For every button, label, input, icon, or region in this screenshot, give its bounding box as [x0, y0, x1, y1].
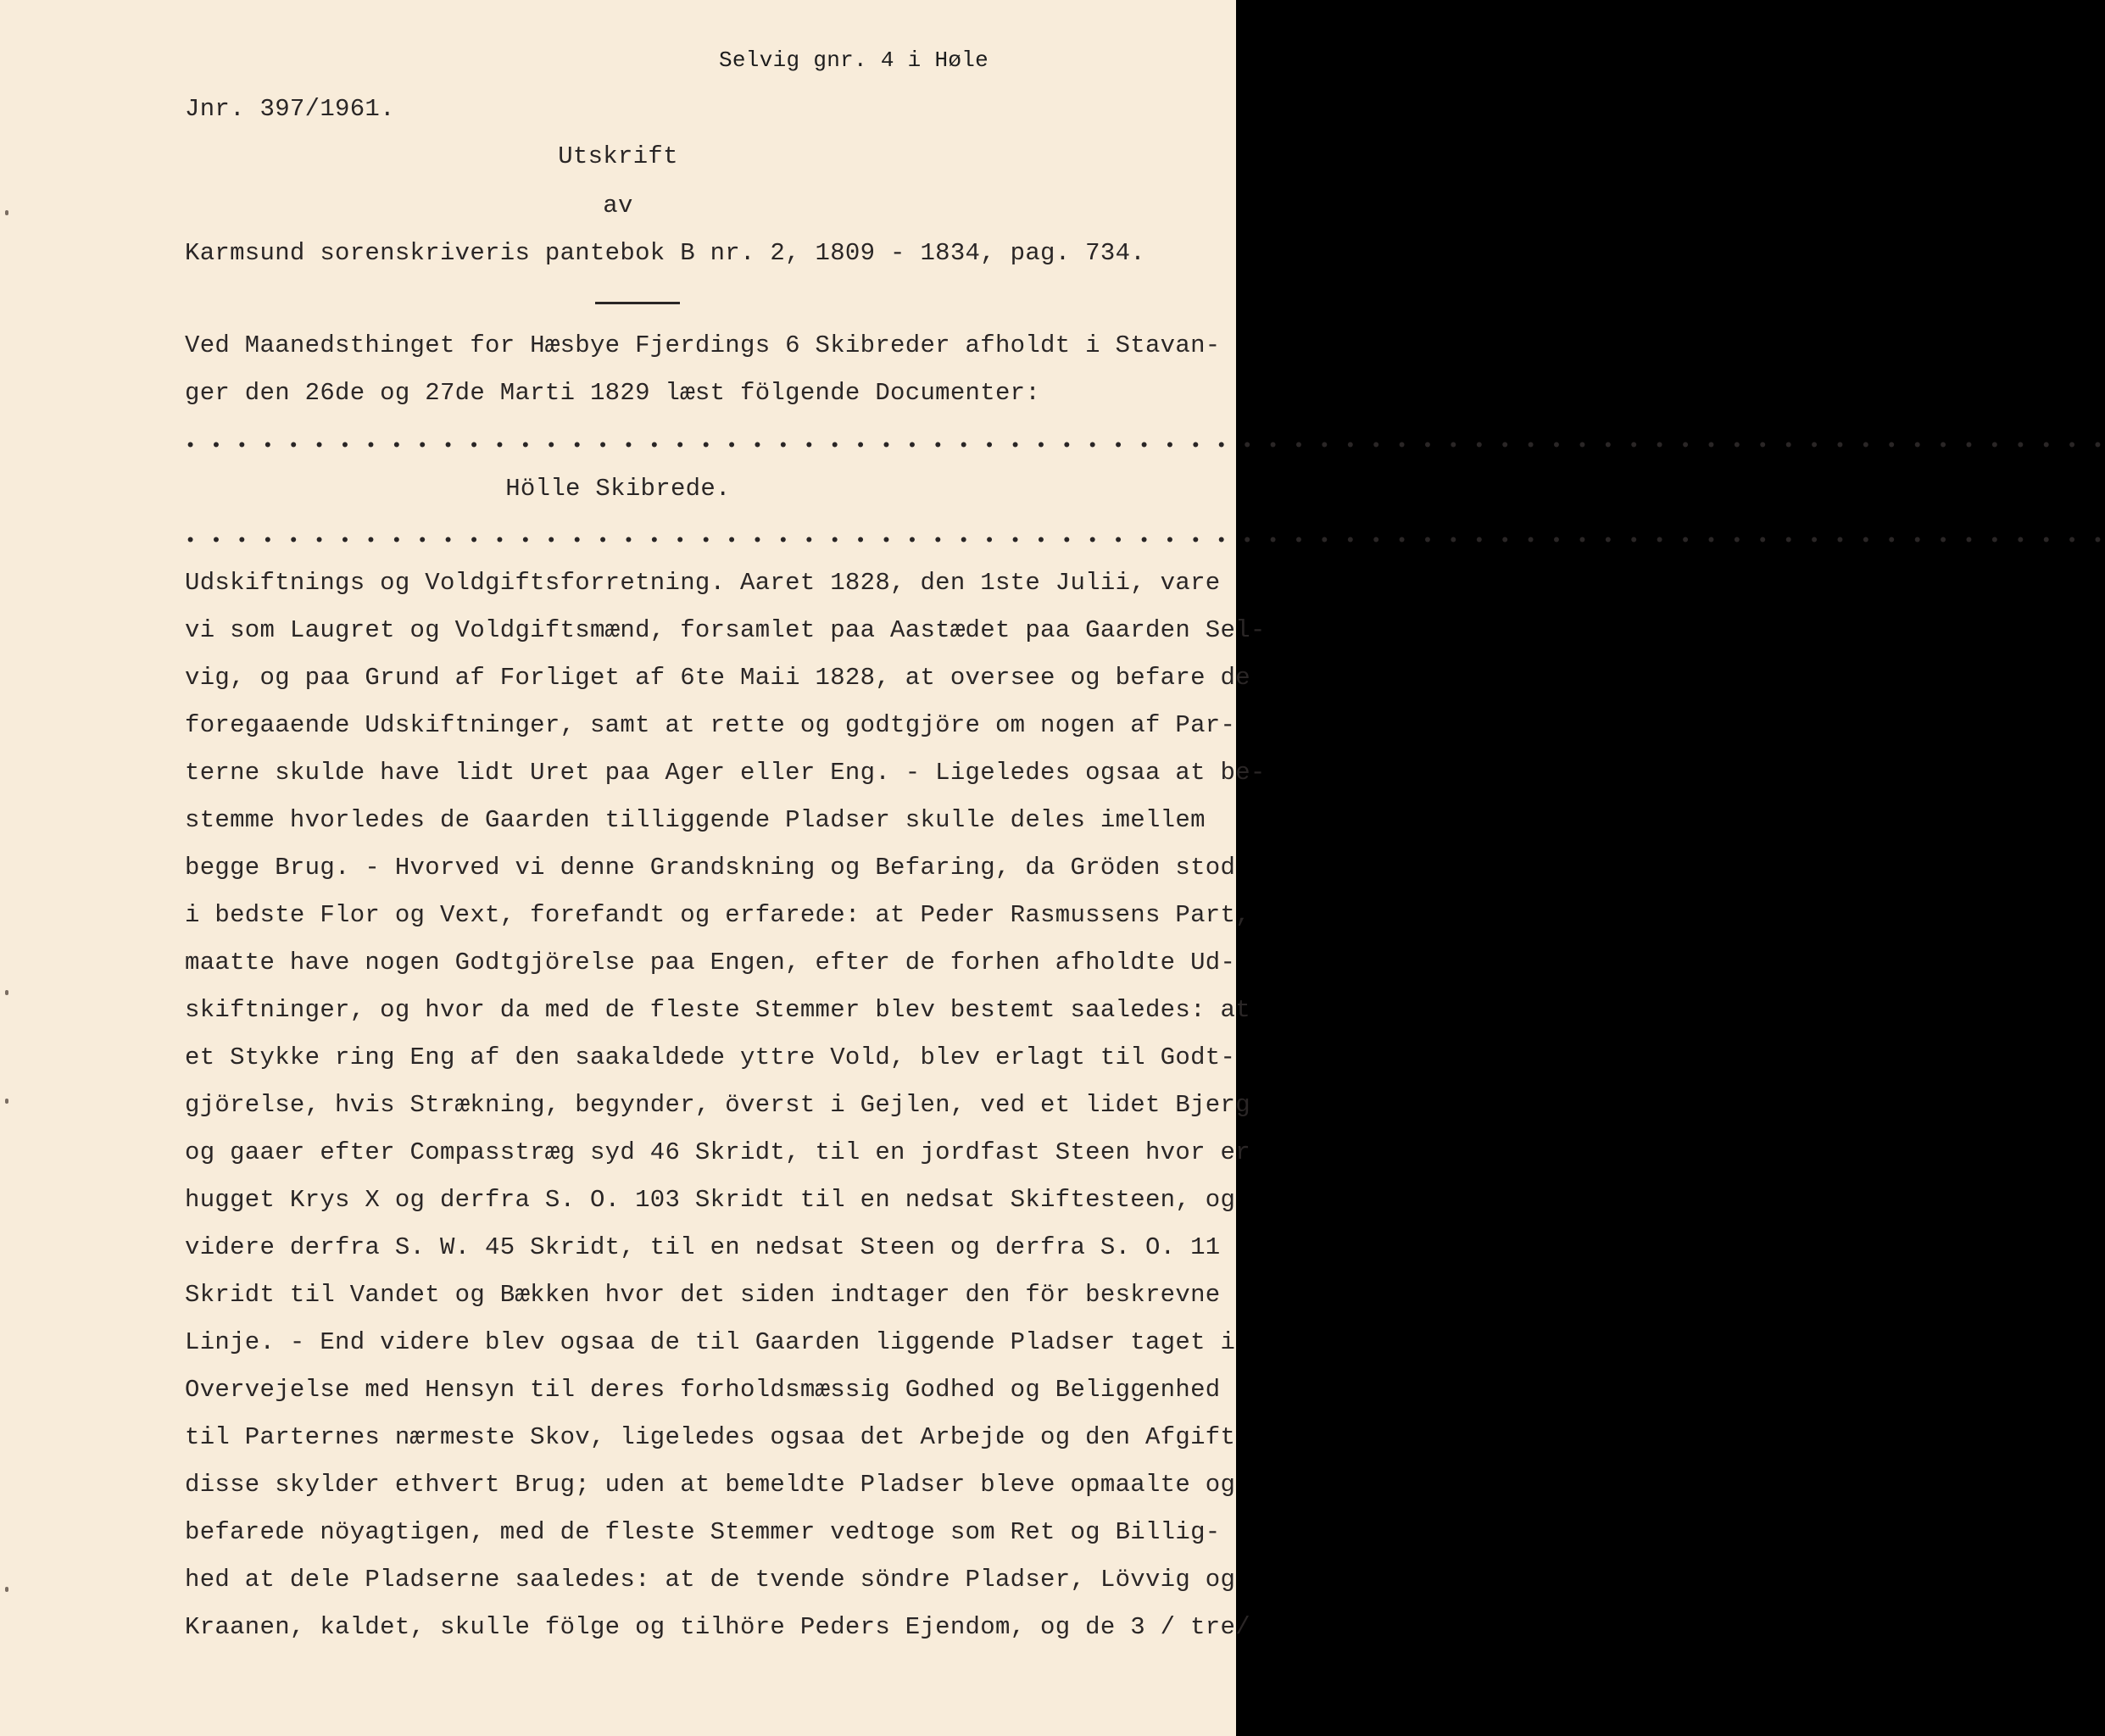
body-line: hugget Krys X og derfra S. O. 103 Skridt til en nedsat Skiftesteen, og	[185, 1186, 1236, 1214]
body-line: i bedste Flor og Vext, forefandt og erfarede: at Peder Rasmussens Part,	[185, 901, 1250, 929]
body-line: hed at dele Pladserne saaledes: at de tvende söndre Pladser, Lövvig og	[185, 1566, 1236, 1594]
body-line: vi som Laugret og Voldgiftsmænd, forsamlet paa Aastædet paa Gaarden Sel-	[185, 616, 1266, 644]
body-line: skiftninger, og hvor da med de fleste Stemmer blev bestemt saaledes: at	[185, 996, 1250, 1024]
journal-number: Jnr. 397/1961.	[185, 95, 395, 123]
body-line: til Parternes nærmeste Skov, ligeledes ogsaa det Arbejde og den Afgift	[185, 1423, 1236, 1451]
dotted-separator: • • • • • • • • • • • • • • • • • • • • • • • • • • • • • • • • • • • • • • • • • • • • • • • • • • • • • • • • • • • • • • • • • • • • • • • • • • •	[185, 531, 2105, 552]
body-line: maatte have nogen Godtgjörelse paa Engen, efter de forhen afholdte Ud-	[185, 949, 1236, 976]
margin-mark	[5, 990, 8, 995]
body-line: Linje. - End videre blev ogsaa de til Gaarden liggende Pladser taget i	[185, 1328, 1236, 1356]
dotted-separator: • • • • • • • • • • • • • • • • • • • • • • • • • • • • • • • • • • • • • • • • • • • • • • • • • • • • • • • • • • • • • • • • • • • • • • • • • • •	[185, 436, 2105, 457]
heading: Utskrift	[558, 142, 678, 170]
body-line: Skridt til Vandet og Bækken hvor det siden indtager den för beskrevne	[185, 1281, 1221, 1309]
body-line: vig, og paa Grund af Forliget af 6te Maii 1828, at oversee og befare de	[185, 664, 1250, 692]
heading-connector: av	[603, 192, 633, 220]
body-line: terne skulde have lidt Uret paa Ager eller Eng. - Ligeledes ogsaa at be-	[185, 759, 1266, 787]
section-title: Hölle Skibrede.	[505, 475, 731, 503]
body-line: gjörelse, hvis Strækning, begynder, överst i Gejlen, ved et lidet Bjerg	[185, 1091, 1250, 1119]
margin-mark	[5, 1587, 8, 1592]
short-divider	[595, 302, 680, 304]
body-line: et Stykke ring Eng af den saakaldede yttre Vold, blev erlagt til Godt-	[185, 1043, 1236, 1071]
property-reference: Selvig gnr. 4 i Høle	[719, 47, 989, 73]
body-line: stemme hvorledes de Gaarden tilliggende Pladser skulle deles imellem	[185, 806, 1206, 834]
body-line: Overvejelse med Hensyn til deres forholdsmæssig Godhed og Beliggenhed	[185, 1376, 1221, 1404]
body-line: disse skylder ethvert Brug; uden at bemeldte Pladser bleve opmaalte og	[185, 1471, 1236, 1499]
margin-mark	[5, 1099, 8, 1104]
intro-line: Ved Maanedsthinget for Hæsbye Fjerdings 6 Skibreder afholdt i Stavan-	[185, 331, 1221, 359]
source-reference: Karmsund sorenskriveris pantebok B nr. 2, 1809 - 1834, pag. 734.	[185, 239, 1145, 267]
body-line: videre derfra S. W. 45 Skridt, til en nedsat Steen og derfra S. O. 11	[185, 1233, 1221, 1261]
intro-line: ger den 26de og 27de Marti 1829 læst fölgende Documenter:	[185, 379, 1041, 407]
body-line: og gaaer efter Compasstræg syd 46 Skridt, til en jordfast Steen hvor er	[185, 1138, 1250, 1166]
body-line: begge Brug. - Hvorved vi denne Grandskning og Befaring, da Gröden stod	[185, 854, 1236, 882]
body-line: foregaaende Udskiftninger, samt at rette og godtgjöre om nogen af Par-	[185, 711, 1236, 739]
body-line: Udskiftnings og Voldgiftsforretning. Aaret 1828, den 1ste Julii, vare	[185, 569, 1221, 597]
body-line: Kraanen, kaldet, skulle fölge og tilhöre Peders Ejendom, og de 3 / tre/	[185, 1613, 1250, 1641]
body-line: befarede nöyagtigen, med de fleste Stemmer vedtoge som Ret og Billig-	[185, 1518, 1221, 1546]
